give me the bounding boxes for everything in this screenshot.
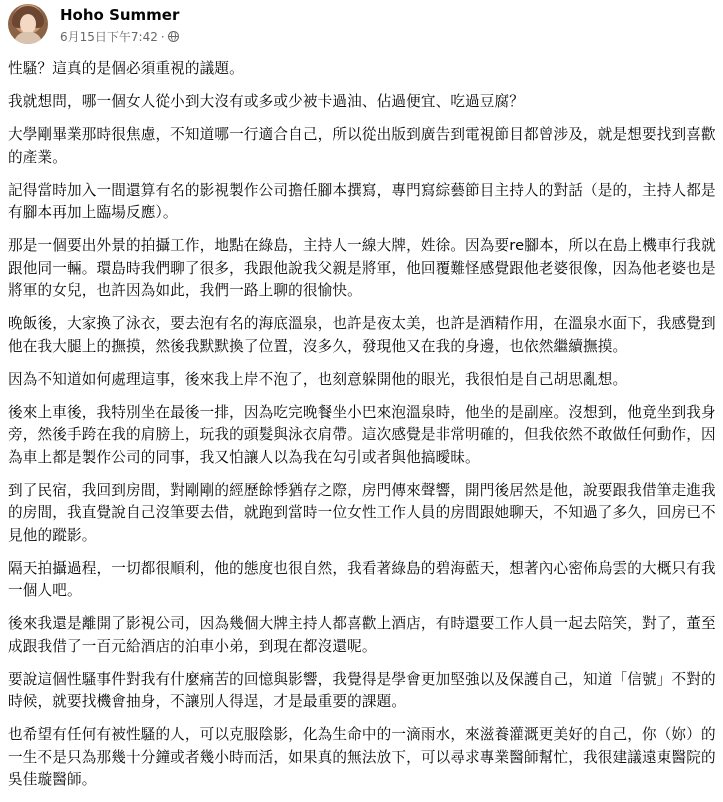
post-timestamp[interactable]: 6月15日下午7:42	[60, 30, 158, 44]
paragraph: 記得當時加入一間還算有名的影視製作公司擔任腳本撰寫，專門寫綜藝節目主持人的對話（是的，主持人都是有腳本再加上臨場反應）。	[8, 181, 716, 221]
paragraph: 後來我還是離開了影視公司，因為幾個大牌主持人都喜歡上酒店，有時還要工作人員一起去陪笑，對了，董至成跟我借了一百元給酒店的泊車小弟，到現在都沒還呢。	[8, 615, 716, 655]
paragraph: 到了民宿，我回到房間，對剛剛的經歷餘悸猶存之際，房門傳來聲響，開門後居然是他，說要跟我借筆走進我的房間，我直覺說自己沒筆要去借，就跑到當時一位女性工作人員的房間跟她聊天，不知過了多久，回房已不見他的蹤影。	[8, 481, 716, 544]
author-name[interactable]: Hoho Summer	[60, 6, 180, 24]
paragraph: 我就想問，哪一個女人從小到大沒有或多或少被卡過油、佔過便宜、吃過豆腐？	[8, 93, 525, 110]
paragraph: 大學剛畢業那時很焦慮，不知道哪一行適合自己，所以從出版到廣告到電視節目都曾涉及，就是想要找到喜歡的產業。	[8, 126, 716, 166]
post-meta	[60, 28, 179, 45]
paragraph: 那是一個要出外景的拍攝工作，地點在綠島，主持人一線大牌，姓徐。因為要re腳本，所以在島上機車行我就跟他同一輛。環島時我們聊了很多，我跟他說我父親是將軍，他回覆難怪感覺跟他老婆很像，因為他老婆也是將軍的女兒，也許因為如此，我們一路上聊的很愉快。	[8, 237, 716, 299]
globe-icon[interactable]	[168, 31, 179, 42]
avatar-body	[14, 32, 42, 44]
avatar-face	[20, 14, 36, 34]
paragraph: 也希望有任何有被性騷的人，可以克服陰影，化為生命中的一滴雨水，來滋養灌溉更美好的自己，你（妳）的一生不是只為那幾十分鐘或者幾小時而活，如果真的無法放下，可以尋求專業醫師幫忙，我很建議遠東醫院的吳佳璇醫師。	[8, 726, 716, 788]
paragraph: 後來上車後，我特別坐在最後一排，因為吃完晚餐坐小巴來泡溫泉時，他坐的是副座。沒想到，他竟坐到我身旁，然後手跨在我的肩膀上，玩我的頭髮與泳衣肩帶。這次感覺是非常明確的，但我依然不敢做任何動作，因為車上都是製作公司的同事，我又怕讓人以為我在勾引或者與他搞曖昧。	[8, 403, 716, 466]
post-body	[8, 58, 716, 802]
meta-separator: ·	[160, 29, 165, 44]
paragraph: 要說這個性騷事件對我有什麼痛苦的回憶與影響，我覺得是學會更加堅強以及保護自己，知道「信號」不對的時候，就要找機會抽身，不讓別人得逞，才是最重要的課題。	[8, 670, 716, 710]
paragraph: 性騷？這真的是個必須重視的議題。	[8, 60, 244, 77]
paragraph: 因為不知道如何處理這事，後來我上岸不泡了，也刻意躲開他的眼光，我很怕是自己胡思亂想。	[8, 370, 628, 388]
paragraph: 晚飯後，大家換了泳衣，要去泡有名的海底溫泉，也許是夜太美，也許是酒精作用，在溫泉水面下，我感覺到他在我大腿上的撫摸，然後我默默換了位置，沒多久，發現他又在我的身邊，也依然繼續撫摸。	[8, 315, 716, 355]
avatar[interactable]	[8, 4, 48, 44]
paragraph: 隔天拍攝過程，一切都很順利，他的態度也很自然，我看著綠島的碧海藍天，想著內心密佈烏雲的大概只有我一個人吧。	[8, 559, 716, 599]
